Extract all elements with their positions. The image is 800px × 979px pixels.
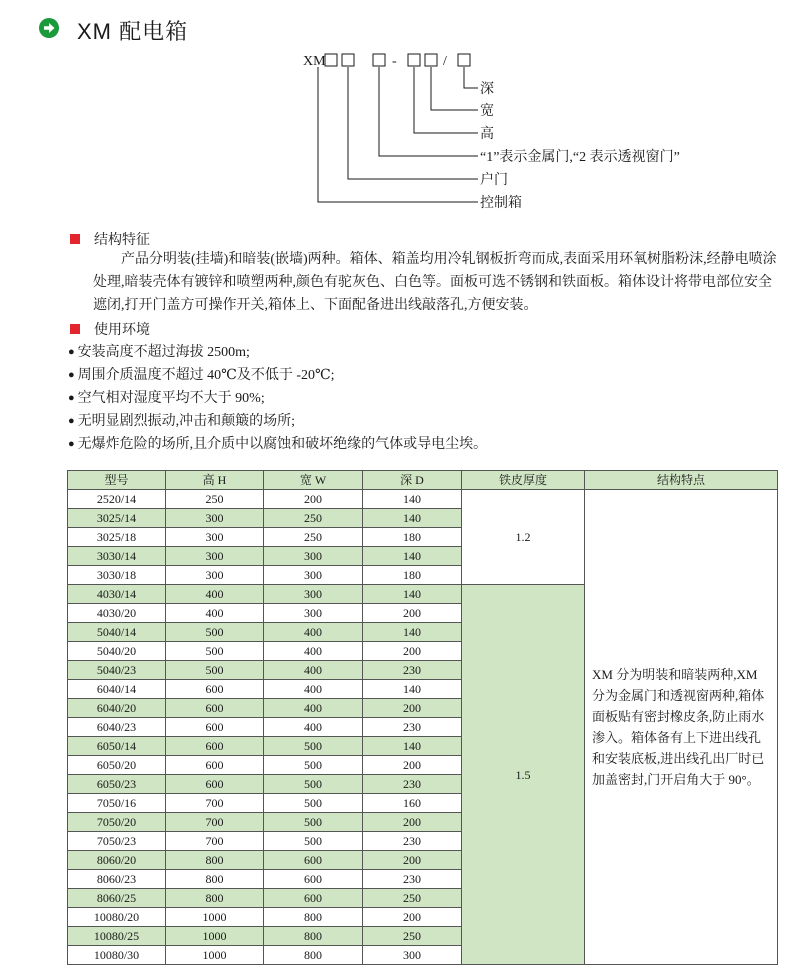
section-environment-heading	[70, 319, 150, 339]
list-item: ● 空气相对湿度平均不大于 90%;	[68, 387, 487, 410]
cell-model: 7050/16	[68, 794, 166, 813]
cell-height: 300	[166, 509, 264, 528]
cell-height: 600	[166, 737, 264, 756]
cell-depth: 230	[363, 718, 462, 737]
code-dash: -	[392, 54, 397, 69]
cell-width: 500	[264, 794, 363, 813]
cell-height: 1000	[166, 927, 264, 946]
cell-width: 400	[264, 661, 363, 680]
code-boxes	[325, 54, 470, 66]
cell-width: 600	[264, 870, 363, 889]
cell-model: 5040/20	[68, 642, 166, 661]
cell-width: 500	[264, 756, 363, 775]
cell-model: 8060/20	[68, 851, 166, 870]
cell-thickness: 1.2	[462, 490, 585, 585]
cell-model: 6050/20	[68, 756, 166, 775]
page-title: XM 配电箱	[77, 19, 189, 44]
header-model: 型号	[68, 471, 166, 490]
cell-height: 1000	[166, 908, 264, 927]
cell-model: 5040/14	[68, 623, 166, 642]
cell-depth: 250	[363, 927, 462, 946]
cell-height: 600	[166, 680, 264, 699]
label-height: 高	[480, 127, 494, 142]
cell-depth: 230	[363, 775, 462, 794]
cell-height: 400	[166, 585, 264, 604]
cell-model: 6050/23	[68, 775, 166, 794]
cell-width: 400	[264, 642, 363, 661]
red-square-icon	[70, 234, 80, 244]
label-width: 宽	[480, 104, 494, 119]
cell-depth: 250	[363, 889, 462, 908]
cell-features	[585, 490, 778, 965]
section-environment-title: 使用环境	[94, 323, 150, 338]
list-item: ● 无爆炸危险的场所,且介质中以腐蚀和破坏绝缘的气体或导电尘埃。	[68, 433, 487, 456]
cell-model: 2520/14	[68, 490, 166, 509]
code-box	[425, 54, 437, 66]
cell-height: 300	[166, 528, 264, 547]
header-features: 结构特点	[585, 471, 778, 490]
cell-depth: 200	[363, 851, 462, 870]
cell-model: 6050/14	[68, 737, 166, 756]
cell-depth: 200	[363, 642, 462, 661]
code-box	[373, 54, 385, 66]
cell-model: 4030/20	[68, 604, 166, 623]
cell-model: 8060/23	[68, 870, 166, 889]
cell-width: 250	[264, 509, 363, 528]
cell-height: 400	[166, 604, 264, 623]
cell-depth: 300	[363, 946, 462, 965]
cell-thickness: 1.5	[462, 585, 585, 965]
section-structure-heading	[70, 229, 150, 249]
label-control-box: 控制箱	[480, 196, 522, 211]
cell-width: 300	[264, 604, 363, 623]
cell-width: 800	[264, 946, 363, 965]
header-width: 宽 W	[264, 471, 363, 490]
cell-depth: 140	[363, 623, 462, 642]
cell-depth: 140	[363, 680, 462, 699]
cell-width: 400	[264, 699, 363, 718]
label-door: 户门	[480, 173, 508, 188]
cell-width: 500	[264, 832, 363, 851]
cell-height: 500	[166, 642, 264, 661]
cell-height: 250	[166, 490, 264, 509]
cell-depth: 140	[363, 585, 462, 604]
code-prefix: XM	[303, 54, 326, 69]
cell-depth: 230	[363, 832, 462, 851]
cell-height: 1000	[166, 946, 264, 965]
code-box	[458, 54, 470, 66]
environment-list	[68, 341, 487, 456]
cell-height: 300	[166, 547, 264, 566]
cell-width: 400	[264, 718, 363, 737]
cell-width: 400	[264, 623, 363, 642]
cell-model: 8060/25	[68, 889, 166, 908]
cell-width: 800	[264, 927, 363, 946]
red-square-icon	[70, 324, 80, 334]
cell-depth: 180	[363, 528, 462, 547]
cell-depth: 160	[363, 794, 462, 813]
cell-model: 6040/20	[68, 699, 166, 718]
cell-width: 200	[264, 490, 363, 509]
cell-depth: 200	[363, 604, 462, 623]
cell-height: 600	[166, 756, 264, 775]
code-box	[408, 54, 420, 66]
cell-height: 600	[166, 718, 264, 737]
cell-height: 700	[166, 813, 264, 832]
cell-model: 10080/20	[68, 908, 166, 927]
cell-depth: 200	[363, 699, 462, 718]
cell-width: 600	[264, 851, 363, 870]
table-row	[68, 490, 778, 509]
cell-height: 500	[166, 661, 264, 680]
list-item: ● 周围介质温度不超过 40℃及不低于 -20℃;	[68, 364, 487, 387]
spec-table	[67, 470, 778, 965]
features-text: XM 分为明装和暗装两种,XM 分为金属门和透视窗两种,箱体面板贴有密封橡皮条,防止雨水渗入。箱体备有上下进出线孔和安装底板,进出线孔出厂时已加盖密封,门开启角大于 90°。	[592, 667, 765, 787]
cell-model: 7050/23	[68, 832, 166, 851]
cell-width: 500	[264, 775, 363, 794]
cell-model: 4030/14	[68, 585, 166, 604]
cell-depth: 200	[363, 756, 462, 775]
cell-depth: 140	[363, 509, 462, 528]
cell-height: 700	[166, 794, 264, 813]
cell-height: 700	[166, 832, 264, 851]
list-item: ● 无明显剧烈振动,冲击和颠簸的场所;	[68, 410, 487, 433]
cell-model: 3030/14	[68, 547, 166, 566]
cell-model: 7050/20	[68, 813, 166, 832]
cell-width: 300	[264, 547, 363, 566]
cell-depth: 140	[363, 547, 462, 566]
cell-width: 400	[264, 680, 363, 699]
cell-depth: 200	[363, 813, 462, 832]
code-box	[342, 54, 354, 66]
cell-width: 300	[264, 585, 363, 604]
cell-model: 6040/14	[68, 680, 166, 699]
table-header-row	[68, 471, 778, 490]
cell-width: 300	[264, 566, 363, 585]
code-box	[325, 54, 337, 66]
cell-height: 300	[166, 566, 264, 585]
cell-model: 5040/23	[68, 661, 166, 680]
cell-height: 800	[166, 889, 264, 908]
cell-model: 10080/30	[68, 946, 166, 965]
cell-model: 6040/23	[68, 718, 166, 737]
label-door-type: “1”表示金属门,“2 表示透视窗门”	[480, 150, 680, 165]
code-slash: /	[443, 54, 447, 69]
arrow-right-circle-icon	[39, 18, 59, 38]
cell-depth: 200	[363, 908, 462, 927]
section-structure-title: 结构特征	[94, 233, 150, 248]
cell-width: 250	[264, 528, 363, 547]
header-depth: 深 D	[363, 471, 462, 490]
cell-width: 500	[264, 737, 363, 756]
header-thickness: 铁皮厚度	[462, 471, 585, 490]
cell-width: 800	[264, 908, 363, 927]
cell-height: 600	[166, 775, 264, 794]
cell-width: 600	[264, 889, 363, 908]
header-height: 高 H	[166, 471, 264, 490]
cell-depth: 180	[363, 566, 462, 585]
cell-width: 500	[264, 813, 363, 832]
cell-depth: 230	[363, 870, 462, 889]
cell-height: 500	[166, 623, 264, 642]
cell-model: 3030/18	[68, 566, 166, 585]
cell-model: 10080/25	[68, 927, 166, 946]
cell-model: 3025/18	[68, 528, 166, 547]
cell-depth: 230	[363, 661, 462, 680]
cell-depth: 140	[363, 737, 462, 756]
structure-description	[93, 248, 783, 317]
cell-height: 600	[166, 699, 264, 718]
cell-height: 800	[166, 851, 264, 870]
cell-model: 3025/14	[68, 509, 166, 528]
leader-lines	[318, 67, 478, 202]
cell-depth: 140	[363, 490, 462, 509]
label-depth: 深	[480, 82, 494, 97]
cell-height: 800	[166, 870, 264, 889]
model-code-diagram	[290, 40, 750, 230]
structure-text: 产品分明装(挂墙)和暗装(嵌墙)两种。箱体、箱盖均用冷轧钢板折弯而成,表面采用环氧树脂粉沫,经静电喷涂处理,暗装壳体有镀锌和喷塑两种,颜色有驼灰色、白色等。面板可选不锈钢和铁面板。箱体设计将带电部位安全遮闭,打开门盖方可操作开关,箱体上、下面配备进出线敲落孔,方便安装。	[93, 252, 777, 313]
list-item: ● 安装高度不超过海拔 2500m;	[68, 341, 487, 364]
